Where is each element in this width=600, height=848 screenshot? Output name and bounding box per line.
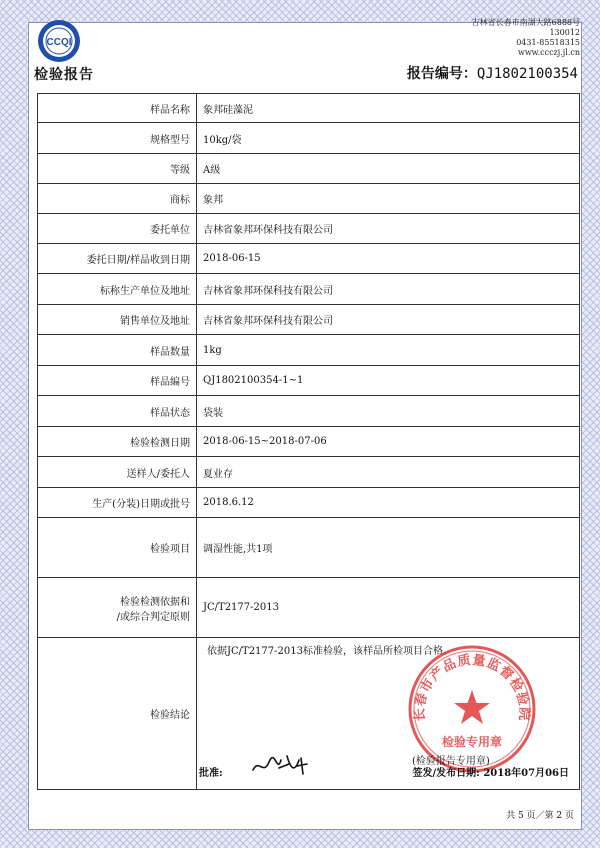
row-label: 样品数量 [38, 335, 197, 366]
report-number-label: 报告编号： [406, 66, 477, 82]
stamp-sub-text: 检验专用章 [441, 735, 503, 749]
issue-date [413, 764, 570, 779]
report-title: 检验报告 [34, 67, 94, 83]
table-row [38, 335, 580, 366]
row-label: 商标 [38, 184, 197, 214]
org-info [472, 18, 580, 58]
table-row [38, 396, 580, 427]
table-row [38, 214, 580, 244]
row-label: 等级 [38, 154, 197, 184]
row-label: 样品编号 [38, 366, 197, 396]
table-row [38, 184, 580, 214]
table-row [38, 366, 580, 396]
row-label: 生产(分装)日期或批号 [38, 488, 197, 518]
row-label: 规格型号 [38, 123, 197, 154]
row-label: 送样人/委托人 [38, 457, 197, 488]
table-row [38, 488, 580, 518]
row-label: 样品状态 [38, 396, 197, 427]
table-row [38, 123, 580, 154]
row-value: 夏业存 [197, 457, 580, 488]
table-row [38, 154, 580, 184]
table-row [38, 244, 580, 274]
basis-label [38, 578, 197, 638]
approve-label: 批准: [199, 768, 223, 779]
org-website: www.ccczj.jl.cn [517, 48, 580, 57]
table-row [38, 94, 580, 123]
conclusion-text: 依据JC/T2177-2013标准检验，该样品所检项目合格。 [207, 646, 453, 657]
row-label: 委托日期/样品收到日期 [38, 244, 197, 274]
row-value: 2018-06-15~2018-07-06 [197, 427, 580, 457]
items-row [38, 518, 580, 578]
row-value: 象邦硅藻泥 [197, 94, 580, 123]
org-address: 吉林省长春市南湖大路6888号 [471, 18, 580, 27]
report-number [407, 63, 578, 83]
basis-row [38, 578, 580, 638]
stamp-org-text: 长春市产品质量监督检验院 [412, 652, 532, 722]
basis-label-line1: 检验检测依据和 [120, 596, 190, 608]
row-label: 销售单位及地址 [38, 305, 197, 335]
stamp-star-icon [454, 690, 490, 724]
ccqi-logo-text: CCQI [46, 37, 72, 48]
items-value: 调湿性能,共1项 [197, 518, 580, 578]
row-label: 标称生产单位及地址 [38, 274, 197, 305]
table-row [38, 457, 580, 488]
row-value: 10kg/袋 [197, 123, 580, 154]
org-phone: 0431-85518315 [516, 38, 580, 47]
report-table [37, 93, 580, 790]
approver-signature [249, 750, 311, 780]
conclusion-label: 检验结论 [38, 638, 197, 790]
issue-date-value: 2018年07月06日 [483, 768, 569, 779]
page-number: 共 5 页／第 2 页 [506, 811, 574, 821]
items-label: 检验项目 [38, 518, 197, 578]
conclusion-cell [197, 638, 580, 790]
row-label: 检验检测日期 [38, 427, 197, 457]
row-value: 2018.6.12 [197, 488, 580, 518]
row-value: 1kg [197, 335, 580, 366]
row-value: 吉林省象邦环保科技有限公司 [197, 214, 580, 244]
table-row [38, 305, 580, 335]
org-postcode: 130012 [549, 28, 580, 37]
stamp-caption: (检验报告专用章) [412, 756, 490, 767]
table-row [38, 427, 580, 457]
row-value: 象邦 [197, 184, 580, 214]
report-number-value: QJ1802100354 [476, 66, 578, 82]
row-value: 吉林省象邦环保科技有限公司 [197, 305, 580, 335]
issue-label: 签发/发布日期: [412, 768, 480, 779]
ccqi-logo [36, 18, 82, 64]
table-row [38, 274, 580, 305]
basis-value: JC/T2177-2013 [197, 578, 580, 638]
basis-label-line2: /或综合判定原则 [116, 611, 190, 623]
row-value: 袋装 [197, 396, 580, 427]
conclusion-row [38, 638, 580, 790]
row-value: A级 [197, 154, 580, 184]
row-label: 样品名称 [38, 94, 197, 123]
row-value: QJ1802100354-1~1 [197, 366, 580, 396]
row-value: 2018-06-15 [197, 244, 580, 274]
conclusion-content [197, 638, 579, 789]
row-value: 吉林省象邦环保科技有限公司 [197, 274, 580, 305]
row-label: 委托单位 [38, 214, 197, 244]
